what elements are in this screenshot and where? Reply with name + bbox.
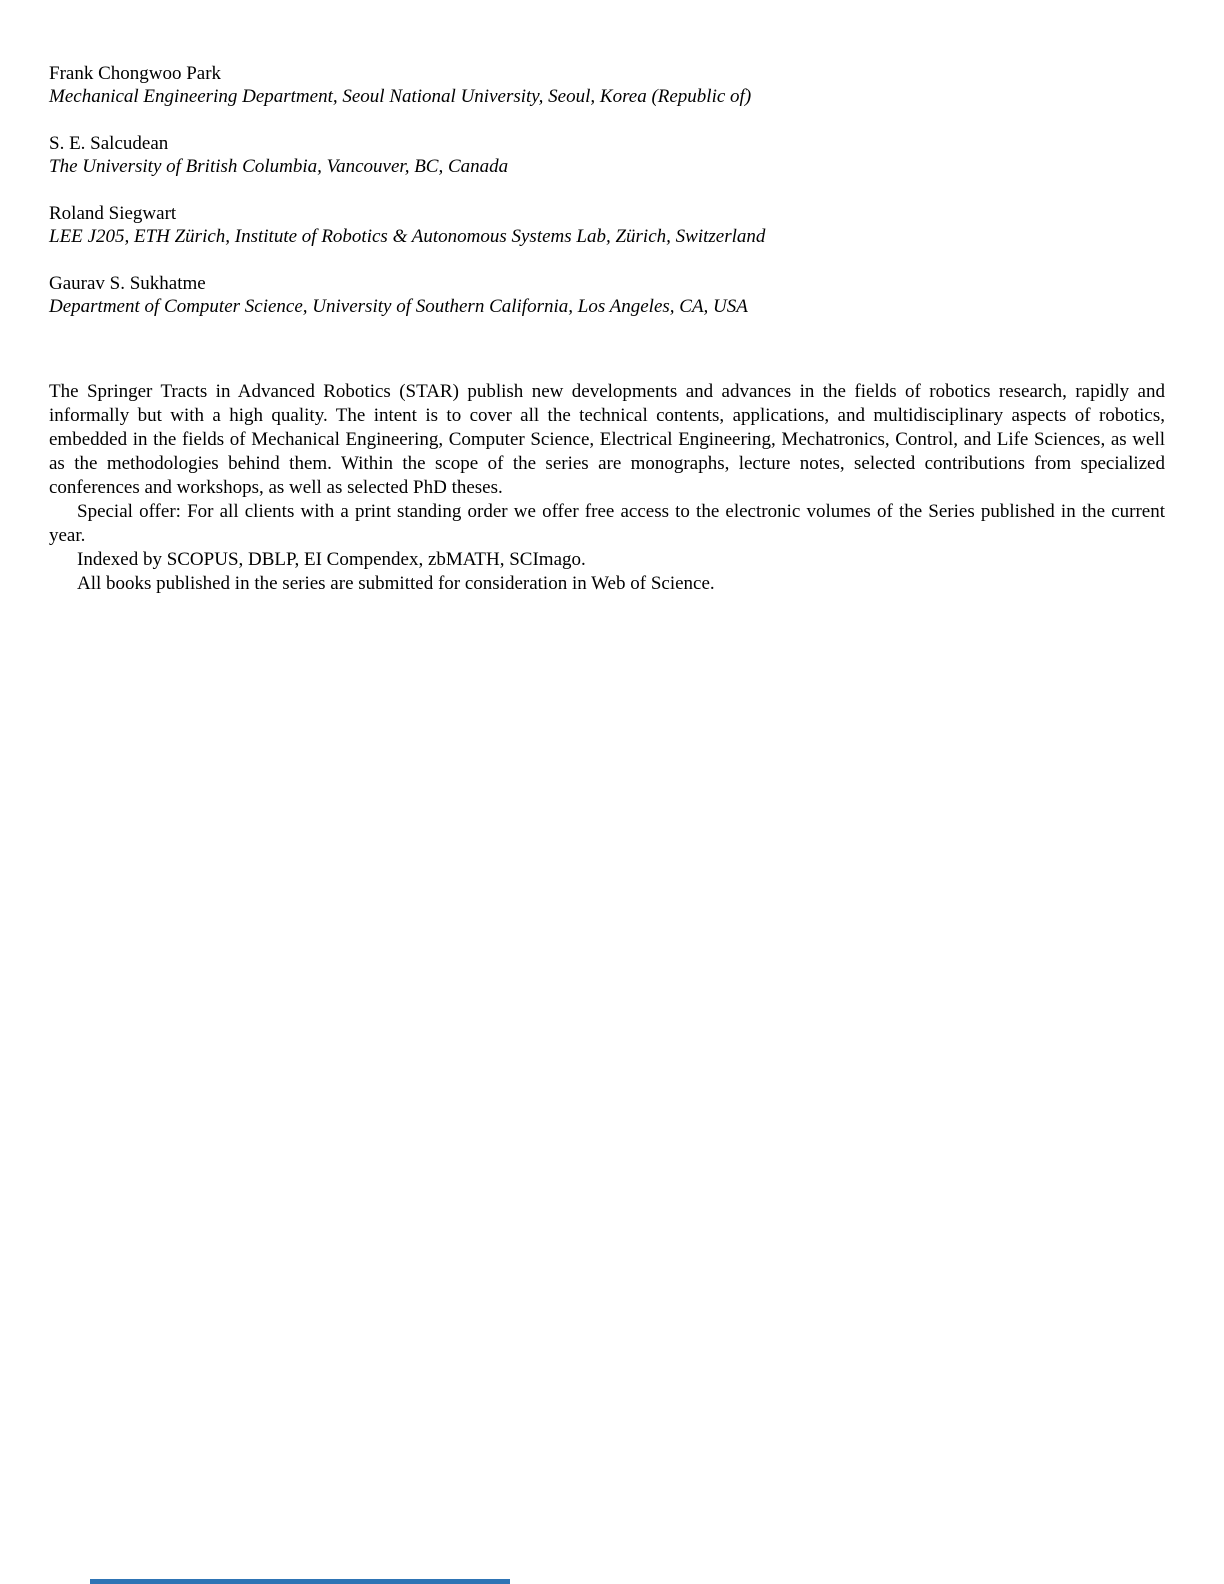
editor-name: Gaurav S. Sukhatme — [49, 273, 206, 294]
series-description: The Springer Tracts in Advanced Robotics (STAR) publish new developments and advances in the fields of robotics research, rapidly and informally but with a high quality. The intent is to cover all the technical contents, applications, and multidisciplinary aspects of robotics, embedded in the fields of Mechanical Engineering, Computer Science, Electrical Engineering, Mechatronics, Control, and Life Sciences, as well as the methodologies behind them. Within the scope of the series are monographs, lecture notes, selected contributions from specialized conferences and workshops, as well as selected PhD theses. — [49, 381, 1165, 498]
editor-affiliation: The University of British Columbia, Vancouver, BC, Canada — [49, 156, 509, 177]
editor-affiliation: Department of Computer Science, University of Southern California, Los Angeles, CA, USA — [49, 296, 748, 317]
indexing-note: Indexed by SCOPUS, DBLP, EI Compendex, zbMATH, SCImago. — [77, 549, 586, 570]
editor-block — [49, 62, 1165, 108]
editor-block — [49, 132, 1165, 178]
editor-block — [49, 272, 1165, 318]
editor-affiliation: LEE J205, ETH Zürich, Institute of Robotics & Autonomous Systems Lab, Zürich, Switzerland — [49, 226, 766, 247]
editor-name: Roland Siegwart — [49, 203, 177, 224]
editor-block — [49, 202, 1165, 248]
page-content — [49, 62, 1165, 596]
editor-affiliation: Mechanical Engineering Department, Seoul National University, Seoul, Korea (Republic of) — [49, 86, 752, 107]
bottom-accent-line — [90, 1579, 510, 1584]
web-of-science-note: All books published in the series are submitted for consideration in Web of Science. — [77, 573, 715, 594]
special-offer: Special offer: For all clients with a print standing order we offer free access to the electronic volumes of the Series published in the current year. — [49, 501, 1165, 546]
editor-name: Frank Chongwoo Park — [49, 63, 222, 84]
series-text-section — [49, 380, 1165, 596]
editor-name: S. E. Salcudean — [49, 133, 169, 154]
